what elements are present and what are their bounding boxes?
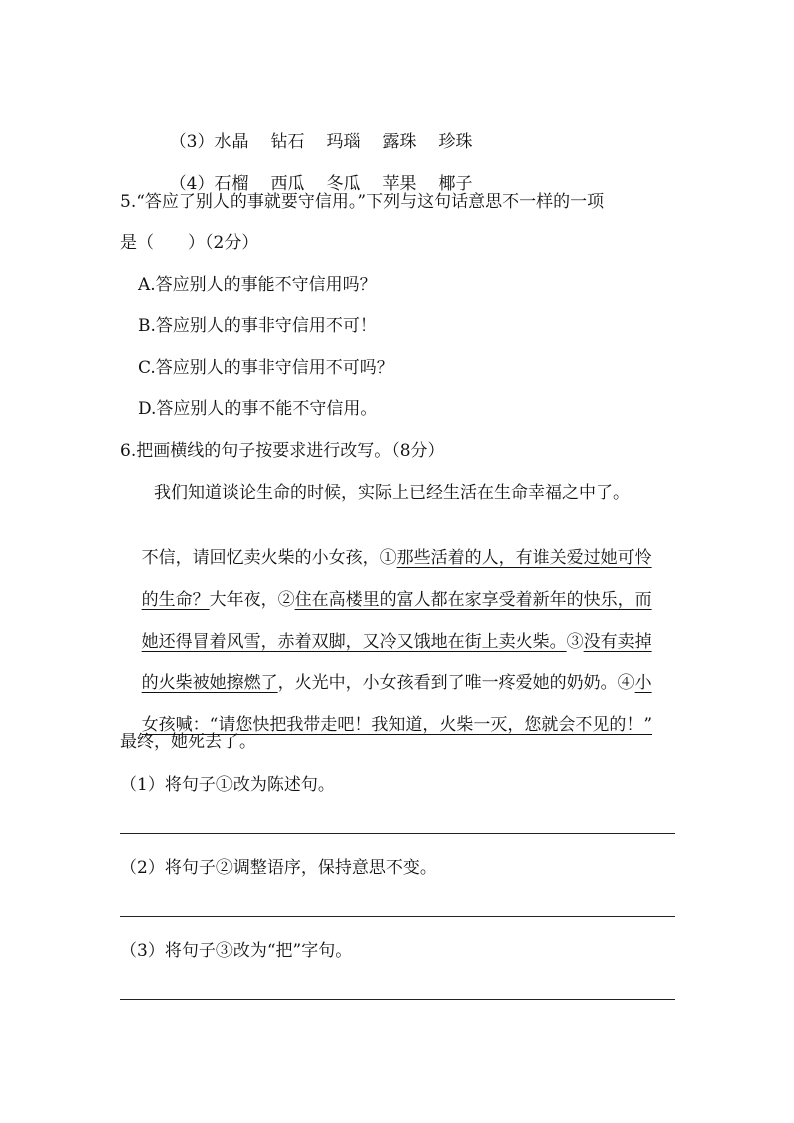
answer-line-2[interactable] xyxy=(120,916,675,917)
underlined-sentence-3: 没有卖掉 xyxy=(583,632,652,652)
word: 玛瑙 xyxy=(326,132,361,152)
q5-option-d: D.答应别人的事不能不守信用。 xyxy=(138,399,378,419)
word: 珍珠 xyxy=(438,132,473,152)
underlined-sentence-2: 住在高楼里的富人都在家享受着新年的快乐，而 xyxy=(294,590,652,610)
passage-text: 不信，请回忆卖火柴的小女孩，① xyxy=(141,548,397,568)
q5-option-c: C.答应别人的事非守信用不可吗？ xyxy=(138,358,394,378)
q5-option-b: B.答应别人的事非守信用不可！ xyxy=(138,316,377,336)
word: 露珠 xyxy=(382,132,417,152)
underlined-sentence-3-end: 的火柴被她擦燃了 xyxy=(141,673,278,693)
underlined-sentence-1-end: 的生命？ xyxy=(141,590,210,610)
word: 石榴 xyxy=(214,174,249,194)
q5-option-a: A.答应别人的事能不守信用吗？ xyxy=(138,275,377,295)
word: 苹果 xyxy=(382,174,417,194)
passage-line-7: 最终，她死去了。 xyxy=(120,732,256,752)
q6-stem: 6.把画横线的句子按要求进行改写。（8分） xyxy=(120,441,445,461)
underlined-sentence-1: 那些活着的人，有谁关爱过她可怜 xyxy=(396,548,652,568)
q6-sub-3: （3）将句子③改为“把”字句。 xyxy=(120,941,353,961)
q6-sub-1: （1）将句子①改为陈述句。 xyxy=(120,775,335,795)
q5-stem-line2: 是（ ）（2分） xyxy=(120,233,259,253)
word: 椰子 xyxy=(438,174,473,194)
passage-line-1: 我们知道谈论生命的时候，实际上已经生活在生命幸福之中了。 xyxy=(120,483,630,503)
underlined-sentence-4: 小 xyxy=(634,673,652,693)
q6-sub-2: （2）将句子②调整语序，保持意思不变。 xyxy=(120,858,437,878)
answer-line-3[interactable] xyxy=(120,999,675,1000)
word: 冬瓜 xyxy=(326,174,361,194)
passage-text: ，火光中，小女孩看到了唯一疼爱她的奶奶。④ xyxy=(277,673,635,693)
word: 钻石 xyxy=(270,132,305,152)
word: 水晶 xyxy=(214,132,249,152)
passage-text: ③ xyxy=(566,632,584,652)
item-label: （3） xyxy=(169,132,215,152)
passage-text: 大年夜，② xyxy=(209,590,295,610)
item-label: （4） xyxy=(169,174,215,194)
underlined-sentence-4-end: 女孩喊：“请您快把我带走吧！我知道，火柴一灭，您就会不见的！” xyxy=(141,715,653,735)
underlined-sentence-2-end: 她还得冒着风雪，赤着双脚，又冷又饿地在街上卖火柴。 xyxy=(141,632,567,652)
word: 西瓜 xyxy=(270,174,305,194)
q5-stem-line1: 5.“答应了别人的事就要守信用。”下列与这句话意思不一样的一项 xyxy=(120,192,605,212)
answer-line-1[interactable] xyxy=(120,833,675,834)
